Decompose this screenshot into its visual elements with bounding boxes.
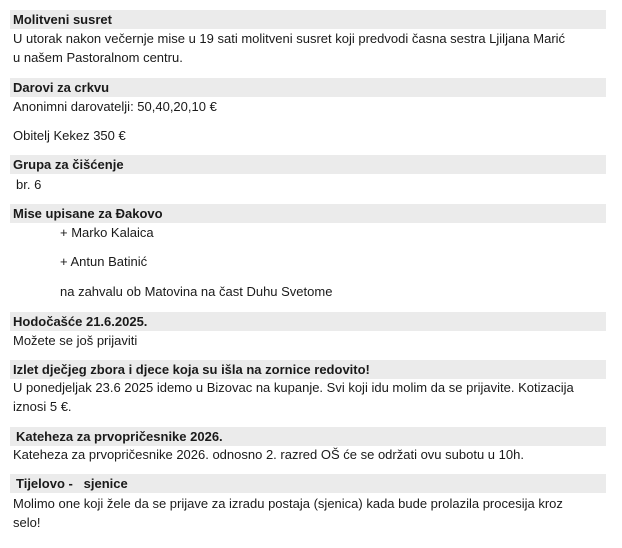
section-heading-hodocasce: Hodočašće 21.6.2025. bbox=[10, 312, 606, 331]
section-heading-molitveni-susret: Molitveni susret bbox=[10, 10, 606, 29]
kateheza-text: Kateheza za prvopričesnike 2026. odnosno 2. razred OŠ će se održati ovu subotu u 10h. bbox=[13, 447, 524, 462]
hodocasce-text: Možete se još prijaviti bbox=[13, 333, 138, 348]
section-heading-grupa-za-ciscenje: Grupa za čišćenje bbox=[10, 155, 606, 174]
mise-intention-2: + Antun Batinić bbox=[60, 254, 148, 269]
section-heading-tijelovo: Tijelovo - sjenice bbox=[10, 474, 606, 493]
mise-intention-1: + Marko Kalaica bbox=[60, 225, 154, 240]
tijelovo-text-line-2: selo! bbox=[13, 515, 41, 530]
izlet-text-line-2: iznosi 5 €. bbox=[13, 399, 72, 414]
mise-intention-3: na zahvalu ob Matovina na čast Duhu Svetome bbox=[60, 284, 333, 299]
molitveni-susret-text-line-2: u našem Pastoralnom centru. bbox=[13, 50, 183, 65]
izlet-text-line-1: U ponedjeljak 23.6 2025 idemo u Bizovac na kupanje. Svi koji idu molim da se prijavite. Kotizacija bbox=[13, 380, 574, 395]
darovi-anonimni-line: Anonimni darovatelji: 50,40,20,10 € bbox=[13, 99, 217, 114]
molitveni-susret-text-line-1: U utorak nakon večernje mise u 19 sati molitveni susret koji predvodi časna sestra Ljiljana Marić bbox=[13, 31, 566, 46]
tijelovo-text-line-1: Molimo one koji žele da se prijave za izradu postaja (sjenica) kada bude prolazila procesija kroz bbox=[13, 496, 563, 511]
section-heading-izlet: Izlet dječjeg zbora i djece koja su išla na zornice redovito! bbox=[10, 360, 606, 379]
section-heading-kateheza: Kateheza za prvopričesnike 2026. bbox=[10, 427, 606, 446]
grupa-broj: br. 6 bbox=[16, 177, 42, 192]
darovi-kekez-line: Obitelj Kekez 350 € bbox=[13, 128, 126, 143]
section-heading-mise-upisane: Mise upisane za Đakovo bbox=[10, 204, 606, 223]
section-heading-darovi-za-crkvu: Darovi za crkvu bbox=[10, 78, 606, 97]
